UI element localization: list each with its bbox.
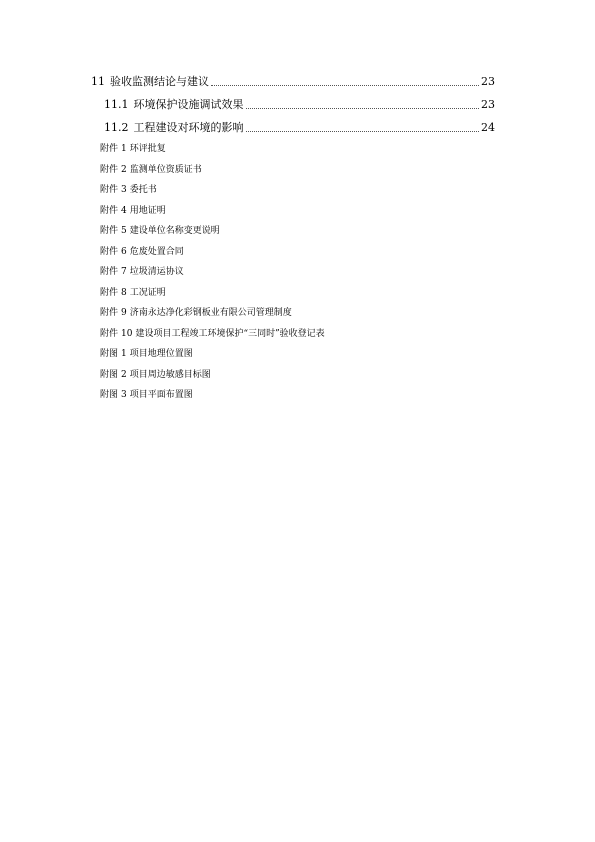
appendix-list bbox=[100, 143, 325, 410]
appendix-number: 2 bbox=[121, 369, 127, 380]
appendix-item bbox=[100, 184, 325, 205]
appendix-prefix: 附件 bbox=[100, 144, 119, 154]
appendix-title: 环评批复 bbox=[129, 144, 166, 154]
appendix-number: 10 bbox=[121, 328, 133, 339]
appendix-item bbox=[100, 348, 325, 369]
appendix-title: 垃圾清运协议 bbox=[129, 267, 184, 277]
appendix-number: 7 bbox=[121, 267, 127, 277]
appendix-title: 项目地理位置图 bbox=[129, 349, 193, 359]
appendix-item bbox=[100, 164, 325, 185]
appendix-prefix: 附件 bbox=[100, 185, 119, 195]
appendix-number: 9 bbox=[121, 308, 127, 318]
toc-entry-number: 11.2 bbox=[104, 121, 129, 134]
toc-entry-11-2[interactable] bbox=[104, 121, 495, 135]
appendix-prefix: 附件 bbox=[100, 287, 119, 298]
appendix-number: 3 bbox=[121, 185, 127, 195]
appendix-title: 项目平面布置图 bbox=[129, 390, 193, 400]
appendix-prefix: 附件 bbox=[100, 328, 119, 339]
appendix-prefix: 附件 bbox=[100, 246, 119, 257]
toc-entry-title: 工程建设对环境的影响 bbox=[133, 121, 244, 134]
appendix-number: 2 bbox=[121, 164, 127, 175]
toc-dot-leader bbox=[211, 84, 479, 86]
toc-entry-number: 11 bbox=[91, 75, 105, 88]
appendix-item bbox=[100, 307, 325, 328]
appendix-prefix: 附件 bbox=[100, 164, 119, 175]
appendix-title: 监测单位资质证书 bbox=[129, 164, 202, 175]
toc-entry-page: 23 bbox=[481, 75, 495, 88]
toc-entry-page: 23 bbox=[481, 98, 495, 111]
toc-entry-page: 24 bbox=[481, 121, 495, 134]
appendix-prefix: 附件 bbox=[100, 267, 119, 277]
toc-dot-leader bbox=[246, 130, 480, 132]
toc-entry-11[interactable] bbox=[91, 75, 495, 89]
appendix-number: 8 bbox=[121, 287, 127, 298]
appendix-item bbox=[100, 328, 325, 349]
appendix-number: 4 bbox=[121, 205, 127, 216]
appendix-number: 1 bbox=[121, 144, 127, 154]
appendix-item bbox=[100, 266, 325, 287]
appendix-number: 5 bbox=[121, 226, 127, 236]
appendix-item bbox=[100, 143, 325, 164]
appendix-number: 6 bbox=[121, 246, 127, 257]
appendix-title: 项目周边敏感目标图 bbox=[129, 369, 211, 380]
appendix-prefix: 附图 bbox=[100, 369, 119, 380]
appendix-prefix: 附图 bbox=[100, 390, 119, 400]
appendix-prefix: 附图 bbox=[100, 349, 119, 359]
appendix-title: 委托书 bbox=[129, 185, 157, 195]
appendix-title: 危废处置合同 bbox=[129, 246, 184, 257]
toc-entry-number: 11.1 bbox=[104, 98, 129, 111]
appendix-item bbox=[100, 225, 325, 246]
toc-entry-title: 验收监测结论与建议 bbox=[110, 75, 209, 88]
appendix-item bbox=[100, 205, 325, 226]
appendix-item bbox=[100, 287, 325, 308]
appendix-item bbox=[100, 389, 325, 410]
appendix-item bbox=[100, 369, 325, 390]
toc-entry-title: 环境保护设施调试效果 bbox=[133, 98, 244, 111]
toc-entry-11-1[interactable] bbox=[104, 98, 495, 112]
appendix-title: 建设单位名称变更说明 bbox=[129, 226, 220, 236]
appendix-prefix: 附件 bbox=[100, 205, 119, 216]
appendix-title: 建设项目工程竣工环境保护“三同时”验收登记表 bbox=[135, 328, 325, 339]
appendix-title: 用地证明 bbox=[129, 205, 166, 216]
appendix-prefix: 附件 bbox=[100, 308, 119, 318]
appendix-number: 3 bbox=[121, 390, 127, 400]
appendix-title: 工况证明 bbox=[129, 287, 166, 298]
appendix-prefix: 附件 bbox=[100, 226, 119, 236]
appendix-item bbox=[100, 246, 325, 267]
appendix-number: 1 bbox=[121, 349, 127, 359]
toc-dot-leader bbox=[246, 107, 480, 109]
appendix-title: 济南永达净化彩钢板业有限公司管理制度 bbox=[129, 308, 292, 318]
